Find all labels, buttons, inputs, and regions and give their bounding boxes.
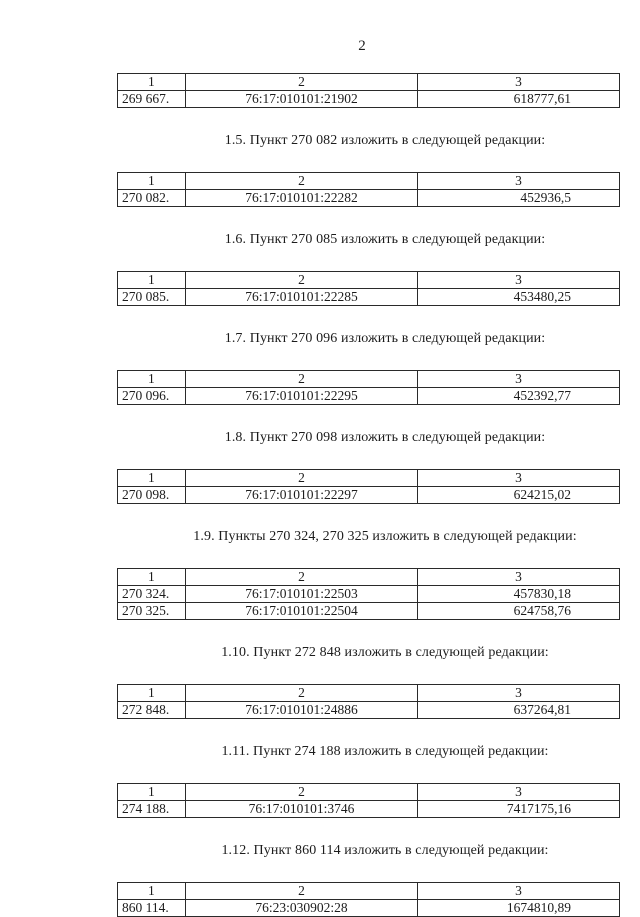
table-header-row: [118, 685, 620, 702]
section-heading: 1.8. Пункт 270 098 изложить в следующей редакции:: [224, 430, 546, 445]
cadastral-value: 457830,18: [418, 586, 620, 603]
cadastral-value: 637264,81: [418, 702, 620, 719]
header-col-1: 1: [118, 569, 186, 586]
table-row: [118, 91, 620, 108]
table-header-row: [118, 173, 620, 190]
item-number: 272 848.: [118, 702, 186, 719]
table-row: [118, 487, 620, 504]
cadastral-number: 76:17:010101:24886: [186, 702, 418, 719]
header-col-3: 3: [418, 173, 620, 190]
header-col-2: 2: [186, 371, 418, 388]
cadastral-number: 76:17:010101:22285: [186, 289, 418, 306]
cadastral-number: 76:17:010101:22297: [186, 487, 418, 504]
cadastral-value: 624215,02: [418, 487, 620, 504]
register-table: [117, 882, 620, 917]
register-table: [117, 172, 620, 207]
section-heading: 1.6. Пункт 270 085 изложить в следующей редакции:: [224, 232, 546, 247]
table-row: [118, 801, 620, 818]
item-number: 274 188.: [118, 801, 186, 818]
table-row: [118, 702, 620, 719]
cadastral-value: 452936,5: [418, 190, 620, 207]
table-row: [118, 190, 620, 207]
cadastral-value: 624758,76: [418, 603, 620, 620]
header-col-3: 3: [418, 470, 620, 487]
table-row: [118, 900, 620, 917]
section-heading: 1.10. Пункт 272 848 изложить в следующей редакции:: [221, 645, 549, 660]
header-col-3: 3: [418, 784, 620, 801]
section-heading: 1.11. Пункт 274 188 изложить в следующей редакции:: [221, 744, 549, 759]
header-col-2: 2: [186, 569, 418, 586]
section-1-9: [117, 528, 619, 620]
header-col-1: 1: [118, 883, 186, 900]
cadastral-number: 76:17:010101:3746: [186, 801, 418, 818]
header-col-2: 2: [186, 173, 418, 190]
item-number: 270 082.: [118, 190, 186, 207]
header-col-2: 2: [186, 74, 418, 91]
header-col-1: 1: [118, 74, 186, 91]
section-1-6: [117, 231, 619, 306]
cadastral-number: 76:17:010101:22503: [186, 586, 418, 603]
section-1-10: [117, 644, 619, 719]
register-table: [117, 568, 620, 620]
header-col-1: 1: [118, 784, 186, 801]
cadastral-value: 618777,61: [418, 91, 620, 108]
item-number: 860 114.: [118, 900, 186, 917]
section-heading: 1.12. Пункт 860 114 изложить в следующей редакции:: [221, 843, 549, 858]
section-1-12: [117, 842, 619, 917]
section-1-8: [117, 429, 619, 504]
register-table: [117, 684, 620, 719]
table-row: [118, 603, 620, 620]
cadastral-number: 76:17:010101:22282: [186, 190, 418, 207]
header-col-1: 1: [118, 470, 186, 487]
item-number: 270 324.: [118, 586, 186, 603]
cadastral-value: 1674810,89: [418, 900, 620, 917]
section-1-11: [117, 743, 619, 818]
register-table: [117, 271, 620, 306]
section-1-5: [117, 132, 619, 207]
table-header-row: [118, 569, 620, 586]
register-table: [117, 370, 620, 405]
register-table: [117, 73, 620, 108]
table-header-row: [118, 272, 620, 289]
header-col-2: 2: [186, 685, 418, 702]
item-number: 270 325.: [118, 603, 186, 620]
header-col-3: 3: [418, 74, 620, 91]
table-header-row: [118, 371, 620, 388]
table-header-row: [118, 883, 620, 900]
cadastral-number: 76:17:010101:22504: [186, 603, 418, 620]
section-1-7: [117, 330, 619, 405]
header-col-1: 1: [118, 272, 186, 289]
page-number: 2: [358, 38, 366, 54]
item-number: 270 098.: [118, 487, 186, 504]
table-row: [118, 289, 620, 306]
item-number: 270 085.: [118, 289, 186, 306]
table-row: [118, 388, 620, 405]
table-header-row: [118, 470, 620, 487]
header-col-2: 2: [186, 470, 418, 487]
document-body: [117, 73, 619, 917]
header-col-1: 1: [118, 685, 186, 702]
item-number: 270 096.: [118, 388, 186, 405]
header-col-3: 3: [418, 272, 620, 289]
item-number: 269 667.: [118, 91, 186, 108]
cadastral-number: 76:17:010101:21902: [186, 91, 418, 108]
header-col-3: 3: [418, 883, 620, 900]
header-col-1: 1: [118, 173, 186, 190]
header-col-3: 3: [418, 371, 620, 388]
cadastral-value: 452392,77: [418, 388, 620, 405]
register-table: [117, 783, 620, 818]
section-continuation: [117, 73, 619, 108]
header-col-2: 2: [186, 883, 418, 900]
section-heading: 1.5. Пункт 270 082 изложить в следующей редакции:: [224, 133, 546, 148]
cadastral-value: 7417175,16: [418, 801, 620, 818]
header-col-2: 2: [186, 784, 418, 801]
header-col-3: 3: [418, 685, 620, 702]
cadastral-number: 76:23:030902:28: [186, 900, 418, 917]
header-col-1: 1: [118, 371, 186, 388]
table-row: [118, 586, 620, 603]
section-heading: 1.7. Пункт 270 096 изложить в следующей редакции:: [224, 331, 546, 346]
header-col-2: 2: [186, 272, 418, 289]
cadastral-value: 453480,25: [418, 289, 620, 306]
table-header-row: [118, 784, 620, 801]
register-table: [117, 469, 620, 504]
cadastral-number: 76:17:010101:22295: [186, 388, 418, 405]
header-col-3: 3: [418, 569, 620, 586]
table-header-row: [118, 74, 620, 91]
section-heading: 1.9. Пункты 270 324, 270 325 изложить в следующей редакции:: [193, 529, 577, 544]
